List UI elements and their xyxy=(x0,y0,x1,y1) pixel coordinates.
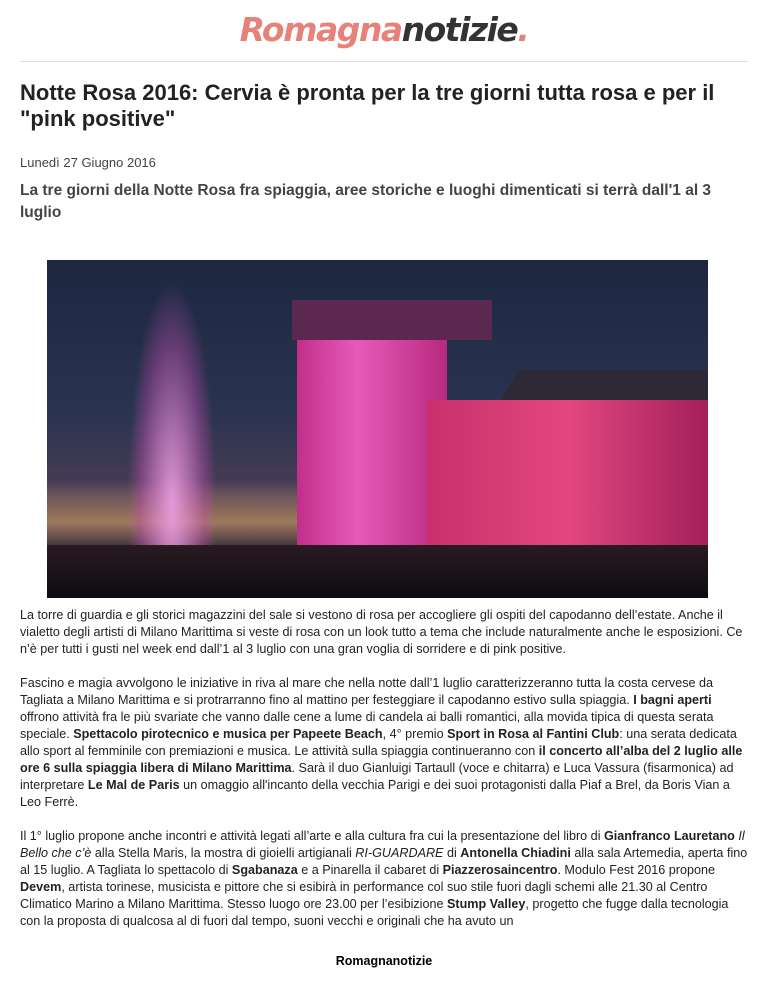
header-divider xyxy=(20,61,748,62)
bold-text: Devem xyxy=(20,880,62,894)
italic-text: RI-GUARDARE xyxy=(355,846,444,860)
article-body xyxy=(20,607,750,947)
paragraph-text: un omaggio all'incanto della vecchia Parigi e dei suoi protagonisti dalla Piaf a Brel, da Boris Vian a Leo Ferrè. xyxy=(20,778,730,809)
paragraph-text: alla Stella Maris, la mostra di gioielli artigianali xyxy=(91,846,356,860)
paragraph-text: e a Pinarella il cabaret di xyxy=(297,863,443,877)
paragraph-text: , artista torinese, musicista e pittore che si esibirà in performance col suo stile fuori dagli schemi alle 21.30 al Centro Climatico Marino a Milano Marittima. Stesso luogo ore 23.00 per l’esibizione xyxy=(20,880,708,911)
bold-text: Sport in Rosa al Fantini Club xyxy=(447,727,620,741)
italic-text: Il Bello che c’è xyxy=(20,829,745,860)
paragraph-text: Il 1° luglio propone anche incontri e attività legati all’arte e alla cultura fra cui la presentazione del libro di xyxy=(20,829,604,843)
bold-text: Antonella Chiadini xyxy=(460,846,571,860)
paragraph-text: : una serata dedicata allo sport al femminile con premiazioni e musica. Le attività sulla spiaggia continueranno con xyxy=(20,727,737,758)
paragraph-text: , 4° premio xyxy=(382,727,448,741)
article-title: Notte Rosa 2016: Cervia è pronta per la tre giorni tutta rosa e per il "pink positive" xyxy=(20,80,715,131)
paragraph-text: offrono attività fra le più svariate che vanno dalle cene a lume di candela ai balli romantici, alla movida tipica di questa serata speciale. xyxy=(20,710,714,741)
logo-text-romagna: Romagna xyxy=(239,10,402,49)
photo-tower xyxy=(297,305,447,545)
paragraph-text: La torre di guardia e gli storici magazzini del sale si vestono di rosa per accogliere gli ospiti del capodanno dell’estate. Anche il vialetto degli artisti di Milano Marittima si veste di rosa con un look tutto a tema che include naturalmente anche le esposizioni. Ce n’è per tutti i gusti nel week end dall’1 al 3 luglio con una gran voglia di sorridere e di pink positive. xyxy=(20,608,743,656)
bold-text: Stump Valley xyxy=(446,897,526,911)
bold-text: Gianfranco Lauretano xyxy=(604,829,735,843)
paragraph-text: . Sarà il duo Gianluigi Tartaull (voce e chitarra) e Luca Vassura (fisarmonica) ad interpretare xyxy=(20,761,734,792)
bold-text: il concerto all’alba del 2 luglio alle ore 6 sulla spiaggia libera di Milano Marittima xyxy=(20,744,743,775)
paragraph-text: alla sala Artemedia, aperta fino al 15 luglio. A Tagliata lo spettacolo di xyxy=(20,846,748,877)
bold-text: I bagni aperti xyxy=(633,693,712,707)
photo-warehouse xyxy=(427,400,708,550)
photo-ground xyxy=(47,545,708,598)
article-paragraph xyxy=(20,607,750,658)
footer-site-name: Romagnanotizie xyxy=(335,954,433,968)
bold-text: Sgabanaza xyxy=(231,863,298,877)
bold-text: Spettacolo pirotecnico e musica per Papeete Beach xyxy=(73,727,383,741)
logo-text-notizie: notizie xyxy=(401,10,518,49)
article-date: Lunedì 27 Giugno 2016 xyxy=(20,155,156,170)
paragraph-text: Fascino e magia avvolgono le iniziative in riva al mare che nella notte dall’1 luglio caratterizzeranno tutta la costa cervese da Tagliata a Milano Marittima e si protrarranno fino al mattino per festeggiare il capodanno estivo sulla spiaggia. xyxy=(20,676,714,707)
article-paragraph xyxy=(20,828,750,930)
bold-text: Piazzerosaincentro xyxy=(442,863,558,877)
photo-tower-top xyxy=(292,300,492,340)
logo-dot: . xyxy=(517,10,529,49)
paragraph-text: , progetto che fugge dalla tecnologia con la proposta di qualcosa al di fuori dal tempo, suoni vecchi e originali che ha avuto un xyxy=(20,897,729,928)
paragraph-text: . Modulo Fest 2016 propone xyxy=(557,863,715,877)
paragraph-text: di xyxy=(443,846,461,860)
bold-text: Le Mal de Paris xyxy=(87,778,180,792)
article-photo xyxy=(47,260,708,598)
article-subtitle: La tre giorni della Notte Rosa fra spiaggia, aree storiche e luoghi dimenticati si terrà dall'1 al 3 luglio xyxy=(20,182,712,221)
site-logo[interactable] xyxy=(0,10,768,49)
article-paragraph xyxy=(20,675,750,811)
